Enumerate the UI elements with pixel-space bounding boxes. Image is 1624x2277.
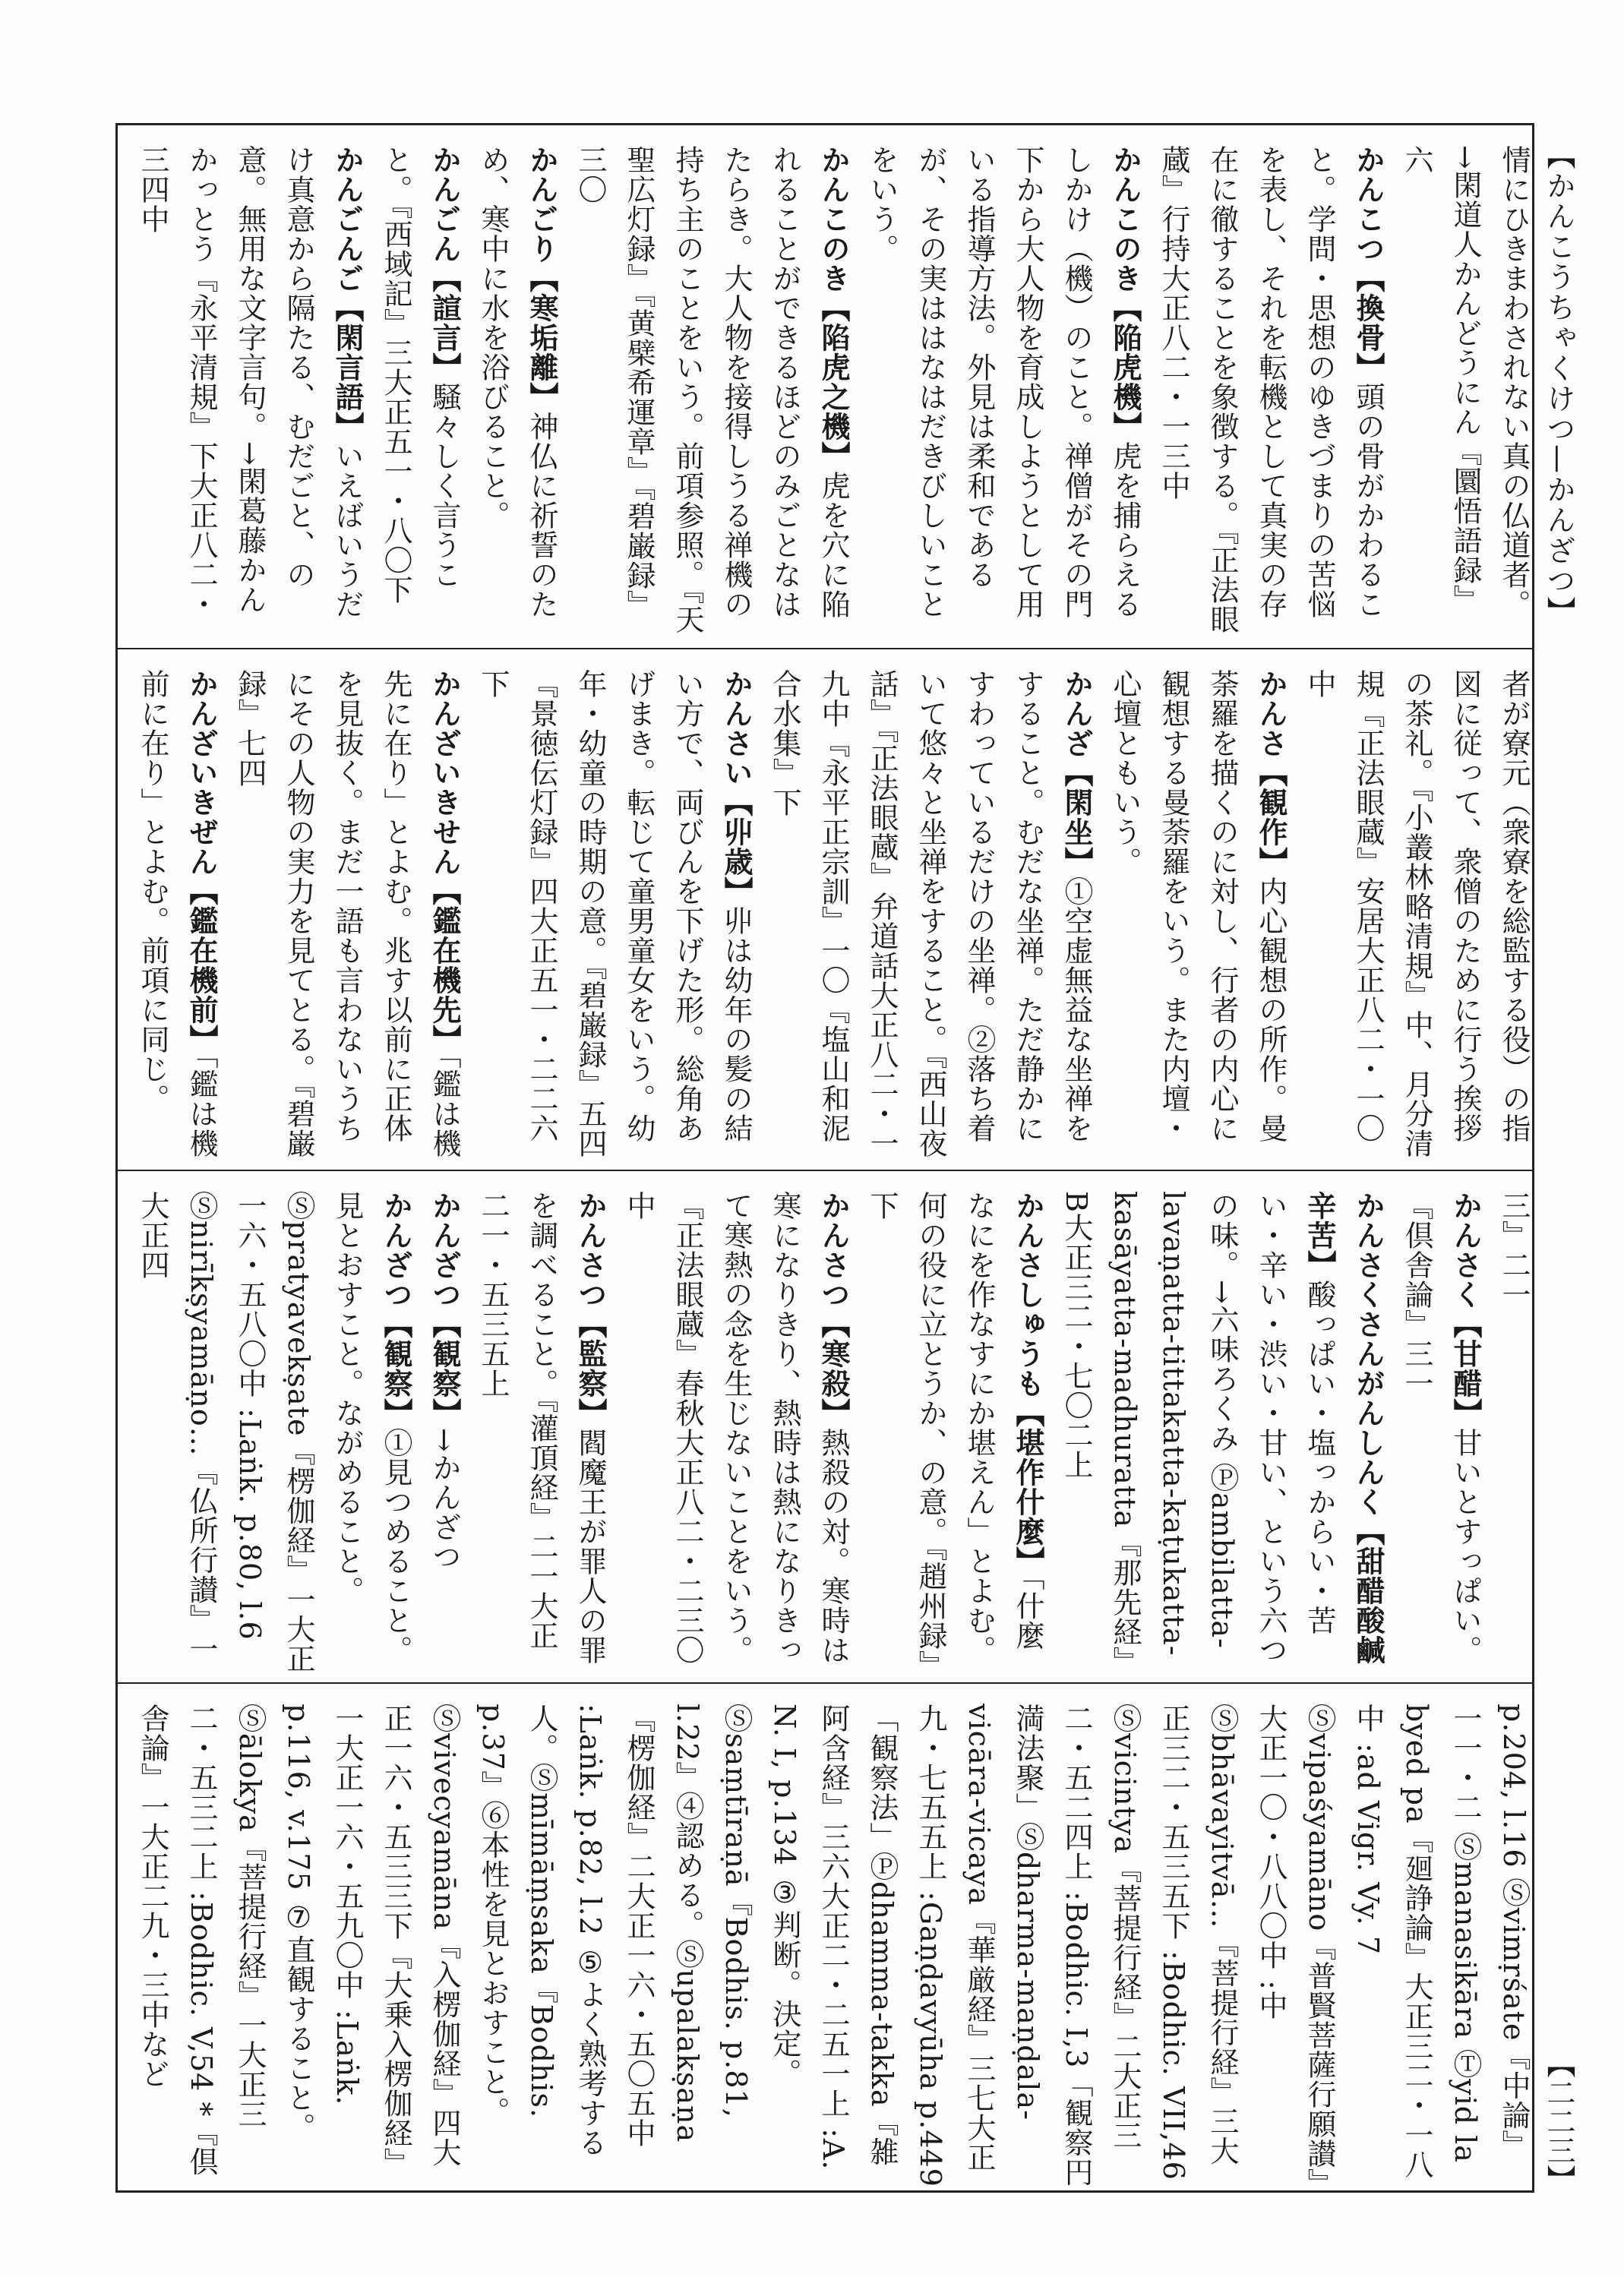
dictionary-entry	[420, 1191, 469, 1675]
page-number: 【二二三】	[1542, 2049, 1575, 2193]
entry-definition: 内心観想の所作。曼荼羅を描くのに対し、行者の内心に観想する曼荼羅をいう。また内壇・心壇ともいう。	[1108, 669, 1288, 1143]
tier-1-text	[118, 125, 1532, 648]
entry-headword: かんざ【閑坐】	[1060, 669, 1093, 876]
entry-definition: 神仏に祈誓のため、寒中に水を浴びること。	[476, 145, 558, 619]
dictionary-entry	[1392, 145, 1532, 640]
entry-headword: かんこつ【換骨】	[1351, 145, 1385, 382]
tier-4	[118, 1682, 1532, 2195]
entry-definition: 虎を穴に陥れることができるほどのみごとなはたらき。大人物を接得しうる禅機の持ち主のことをいう。前項参照。『天聖広灯録』『黄檗希運章』『碧巌録』三〇	[573, 145, 850, 634]
running-header: 【かんこうちゃくけつ—かんざつ】	[1542, 141, 1575, 627]
dictionary-entry	[1101, 669, 1295, 1162]
page-frame	[115, 123, 1534, 2193]
dictionary-entry	[858, 145, 1149, 640]
entry-definition: 三』二一	[1497, 1191, 1531, 1309]
dictionary-entry	[1392, 1191, 1490, 1675]
entry-headword: かんさい【丱歳】	[719, 669, 753, 906]
entry-definition: 甘いとすっぱい。『倶舎論』三一	[1400, 1191, 1482, 1665]
entry-headword: かんざいきせん【鑑在機先】	[428, 669, 461, 1054]
entry-definition: 「什麼なにを作なすにか堪えん」とよむ。何の役に立とうか、の意。『趙州録』下	[865, 1191, 1044, 1666]
entry-headword: かんさつ【監察】	[573, 1191, 607, 1428]
entry-definition: 者が寮元（衆寮を総監する役）の指図に従って、衆僧のために行う挨拶の茶礼。『小叢林略清規』中、月分清規『正法眼蔵』安居大正八二・一〇中	[1303, 669, 1531, 1158]
tier-2-text	[118, 649, 1532, 1170]
tier-3-text	[118, 1171, 1532, 1682]
dictionary-entry	[128, 1191, 420, 1675]
dictionary-entry	[371, 145, 469, 640]
entry-definition: 「鑑は機前に在り」とよむ。前項に同じ。	[136, 669, 218, 1158]
dictionary-entry	[615, 1191, 858, 1675]
entry-headword: かんさ【観作】	[1254, 669, 1288, 876]
entry-definition: いえばいうだけ真意から隔たる、むだごと、の意。無用な文字言句。→閑葛藤かんかっとう『永平清規』下大正八二・三四中	[136, 145, 364, 619]
entry-headword: かんさく【甘醋】	[1449, 1191, 1482, 1428]
entry-headword: かんごんご【閑言語】	[330, 145, 364, 441]
tier-3	[118, 1170, 1532, 1682]
entry-definition: p.204, l.16 Ⓢvimṛśate『中論』一一・二 Ⓢmanasikāra Ⓣyid la byed pa『廻諍論』大正三二・一八中 :ad Vigr. Vy. 7 Ⓢvipaśyamāno『普賢菩薩行願讃』大正一〇・八八〇中 :中 Ⓢbhāvayitvā…『菩提行経』三大正三二・五三五下 :Bodhic. VII,46 Ⓢvicintya『菩提行経』二大正三二・五二四上 :Bodhic. I,3「観察円満法聚」Ⓢdharma-maṇḍala-vicāra-vicaya『華厳経』三七大正九・七五五上 :Gaṇḍavyūha p.449「観察法」Ⓟdhamma-takka『雑阿含経』三六大正二・二五一上 :A. N. I, p.134 ③判断。決定。Ⓢsaṃtīraṇā『Bodhis. p.81, l.22』④認める。Ⓢupalakṣaṇa『楞伽経』二大正一六・五〇五中 :Laṅk. p.82, l.2 ⑤よく熟考する人。Ⓢmīmāṃsaka『Bodhis. p.37』⑥本性を見とおすこと。Ⓢvivecyamāna『入楞伽経』四大正一六・五三三下『大乗入楞伽経』一大正一六・五九〇中 :Laṅk. p.116, v.175 ⑦直観すること。Ⓢālokya『菩提行経』一大正三二・五三二上 :Bodhic. V,54 *『倶舎論』一大正二九・三中など	[136, 1704, 1531, 2187]
entry-headword: かんざいきぜん【鑑在機前】	[185, 669, 218, 1054]
dictionary-entry	[469, 145, 566, 640]
dictionary-entry	[469, 669, 760, 1162]
entry-definition: ①空虚無益な坐禅をすること。むだな坐禅。ただ静かにすわっているだけの坐禅。②落ち着いて悠々と坐禅をすること。『西山夜話』『正法眼蔵』弁道話大正八二・一九中『永平正宗訓』一〇『塩山和泥合水集』下	[768, 669, 1093, 1158]
dictionary-entry	[469, 1191, 615, 1675]
entry-headword: かんこのき【陷虎之機】	[817, 145, 850, 471]
dictionary-entry	[1149, 145, 1392, 640]
entry-headword: かんざつ【観察】	[428, 1191, 461, 1428]
dictionary-entry	[858, 1191, 1052, 1675]
dictionary-entry	[1295, 669, 1532, 1162]
entry-definition: 情にひきまわされない真の仏道者。→閑道人かんどうにん『圜悟語録』六	[1400, 145, 1531, 619]
entry-definition: 騒々しく言うこと。『西域記』三大正五一・八〇下	[379, 145, 461, 605]
dictionary-entry	[226, 669, 469, 1162]
entry-headword: かんごり【寒垢離】	[525, 145, 558, 412]
tier-2	[118, 648, 1532, 1170]
entry-headword: かんさくさんがんしんく【甜醋酸鹹辛苦】	[1303, 1191, 1385, 1665]
entry-definition: 丱は幼年の髪の結い方で、両びんを下げた形。総角あげまき。転じて童男童女をいう。幼年・幼童の時期の意。『碧巌録』五四『景徳伝灯録』四大正五一・二二六下	[476, 669, 753, 1158]
entry-definition: ①見つめること。見とおすこと。ながめること。Ⓢpratyavekṣate『楞伽経』一大正一六・五八〇中 :Laṅk. p.80, l.6 Ⓢnirīkṣyamāṇo…『仏所行讃』一大正四	[136, 1191, 412, 1674]
entry-definition: 「鑑は機先に在り」とよむ。兆す以前に正体を見抜く。まだ一語も言わないうちにその人物の実力を見てとる。『碧巌録』七四	[233, 669, 461, 1158]
entry-headword: かんごん【諠言】	[428, 145, 461, 382]
entry-definition: 閻魔王が罪人の罪を調べること。『灌頂経』二一大正二一・五三五上	[476, 1191, 607, 1665]
entry-headword: かんさしゅうも【堪作什麼】	[1011, 1191, 1044, 1576]
dictionary-entry	[1490, 1191, 1532, 1675]
dictionary-entry	[128, 669, 226, 1162]
entry-definition: 頭の骨がかわること。学問・思想のゆきづまりの苦悩を表し、それを転機として真実の存在に徹することを象徴する。『正法眼蔵』行持大正八二・一三中	[1157, 145, 1385, 634]
tier-1	[118, 125, 1532, 648]
entry-headword: かんさつ【寒殺】	[817, 1191, 850, 1428]
entry-definition: →かんざつ	[428, 1428, 461, 1571]
tier-4-text	[118, 1684, 1532, 2195]
entry-definition: 熱殺の対。寒時は寒になりきり、熱時は熱になりきって寒熱の念を生じないことをいう。『正法眼蔵』春秋大正八二・二三〇中	[622, 1191, 850, 1665]
entry-definition: 酸っぱい・塩っからい・苦い・辛い・渋い・甘い、という六つの味。→六味ろくみ Ⓟambilatta-lavaṇatta-tittakatta-kaṭukatta-kasāyatta-madhuratta『那先経』B大正三二・七〇二上	[1060, 1191, 1336, 1665]
dictionary-entry	[1052, 1191, 1392, 1675]
dictionary-entry	[128, 1704, 1532, 2187]
dictionary-entry	[128, 145, 371, 640]
entry-headword: かんこのき【陥虎機】	[1108, 145, 1142, 441]
entry-headword: かんざつ【観察】	[379, 1191, 412, 1428]
dictionary-entry	[760, 669, 1101, 1162]
dictionary-entry	[566, 145, 858, 640]
entry-definition: 虎を捕らえるしかけ（機）のこと。禅僧がその門下から大人物を育成しようとして用いる指導方法。外見は柔和であるが、その実ははなはだきびしいことをいう。	[865, 145, 1142, 619]
